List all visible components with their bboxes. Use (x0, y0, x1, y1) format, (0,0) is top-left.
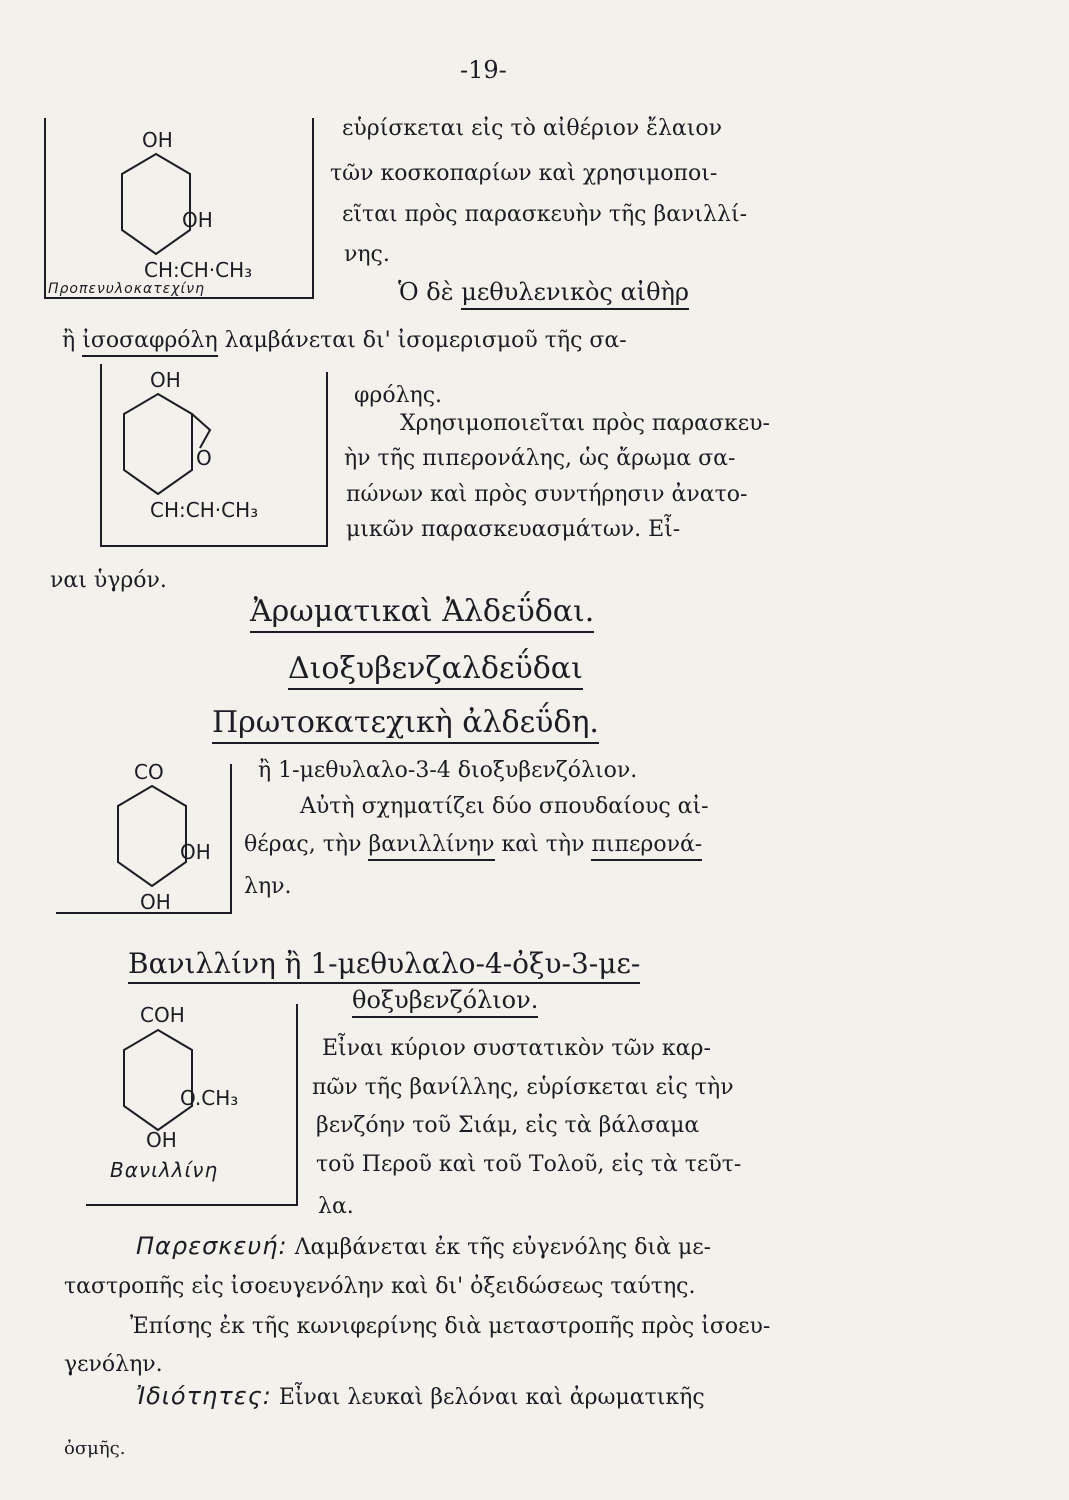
block3-line-2: Αὐτὴ σχηματίζει δύο σπουδαίους αἰ- (300, 794, 709, 819)
block1-line-3: εῖται πρὸς παρασκευὴν τῆς βανιλλί- (342, 202, 748, 227)
struct1-caption: Προπενυλοκατεχίνη (48, 281, 205, 297)
heading-vanillin-line-2-wrap (352, 988, 538, 1012)
properties-line-2: ὀσμῆς. (64, 1438, 126, 1459)
struct3-top-group: CO (134, 760, 164, 784)
struct2-box-right-rule (326, 372, 328, 546)
struct4-box-right-rule (296, 1004, 298, 1204)
block3-line3-mid: καὶ τὴν (501, 832, 585, 857)
properties-line-1 (136, 1384, 705, 1409)
block4-line-5: λα. (318, 1194, 354, 1219)
block4-line-3: βενζόην τοῦ Σιάμ, εἰς τὰ βάλσαμα (316, 1113, 700, 1138)
struct1-top-group: OH (142, 128, 173, 152)
block1-line-4: νης. (344, 242, 390, 267)
term-methylene-ether: μεθυλενικὸς αἰθὴρ (461, 278, 689, 310)
heading-vanillin-line2: θοξυβενζόλιον. (352, 986, 538, 1018)
benzene-ring-4 (118, 1026, 198, 1136)
para2-line2-rest: λαμβάνεται δι' ἰσομερισμοῦ τῆς σα- (224, 328, 627, 353)
block3-line3-prefix: θέρας, τὴν (244, 832, 362, 857)
struct2-ring-oxygen: O (196, 446, 212, 470)
heading-dioxybenzaldehydes (288, 651, 583, 686)
term-piperonal: πιπερονά- (591, 832, 702, 861)
struct-box-right-rule (312, 118, 314, 298)
benzene-ring-3 (112, 782, 192, 892)
properties-line1-text: Εἶναι λευκαὶ βελόναι καὶ ἀρωματικῆς (278, 1385, 705, 1410)
para2-line-1 (398, 280, 689, 304)
para2-line-2 (62, 330, 627, 352)
struct3-box-right-rule (230, 764, 232, 914)
heading-protocatechuic-aldehyde (212, 705, 599, 740)
block2-line-5: μικῶν παρασκευασμάτων. Εἶ- (346, 517, 681, 542)
block2-line-3: ὴν τῆς πιπερονάλης, ὡς ἄρωμα σα- (344, 446, 736, 471)
struct2-box-bottom-rule (100, 545, 328, 547)
struct-box-left-rule (44, 118, 46, 298)
struct4-top-group: COH (140, 1003, 185, 1027)
preparation-line1-text: Λαμβάνεται ἐκ τῆς εὐγενόλης διὰ με- (294, 1235, 712, 1260)
struct1-right-group: OH (182, 208, 213, 232)
block2-tail: ναι ὑγρόν. (50, 568, 167, 593)
struct2-bottom-group: CH:CH·CH₃ (150, 498, 259, 522)
struct-box-bottom-rule (44, 297, 314, 299)
preparation-line-1 (136, 1234, 711, 1259)
struct2-top-group: OH (150, 368, 181, 392)
heading-protocatechuic-aldehyde-text: Πρωτοκατεχικὴ ἀλδεΰδη. (212, 705, 599, 744)
block1-line-2: τῶν κοσκοπαρίων καὶ χρησιμοποι- (330, 161, 718, 186)
heading-dioxybenzaldehydes-text: Διοξυβενζαλδεΰδαι (288, 651, 583, 690)
term-vanillin: βανιλλίνην (368, 832, 494, 861)
block4-line-2: πῶν τῆς βανίλλης, εὑρίσκεται εἰς τὴν (312, 1075, 734, 1100)
struct4-caption: Βανιλλίνη (110, 1158, 219, 1182)
preparation-line-3: Ἐπίσης ἐκ τῆς κωνιφερίνης διὰ μεταστροπῆς πρὸς ἰσοευ- (130, 1314, 771, 1339)
heading-vanillin-line1: Βανιλλίνη ἢ 1-μεθυλαλο-4-ὀξυ-3-με- (128, 947, 640, 984)
block4-line-4: τοῦ Περοῦ καὶ τοῦ Τολοῦ, εἰς τὰ τεῦτ- (316, 1152, 742, 1177)
block2-line-4: πώνων καὶ πρὸς συντήρησιν ἀνατο- (346, 482, 748, 507)
block3-line-4: λην. (244, 874, 292, 899)
term-isosafrole: ἰσοσαφρόλη (82, 328, 217, 357)
struct3-bottom-group: OH (140, 890, 171, 914)
block2-line-1: φρόλης. (354, 383, 443, 408)
struct1-bottom-group: CH:CH·CH₃ (144, 258, 253, 282)
struct4-right-group: O.CH₃ (180, 1086, 239, 1110)
preparation-line-2: ταστροπῆς εἰς ἰσοευγενόλην καὶ δι' ὀξειδώσεως ταύτης. (64, 1274, 696, 1299)
block1-line-1: εὑρίσκεται εἰς τὸ αἰθέριον ἔλαιον (342, 116, 723, 141)
block3-line-1: ἢ 1-μεθυλαλο-3-4 διοξυβενζόλιον. (258, 758, 638, 783)
preparation-label: Παρεσκευή: (136, 1232, 288, 1260)
struct2-box-left-rule (100, 364, 102, 546)
para2-line1-prefix: Ὁ δὲ (398, 278, 454, 306)
properties-label: Ἰδιότητες: (136, 1382, 272, 1410)
preparation-line-4: γενόλην. (64, 1352, 163, 1377)
block3-line-3 (244, 834, 702, 856)
block4-line-1: Εἶναι κύριον συστατικὸν τῶν καρ- (322, 1036, 711, 1061)
block2-line-2: Χρησιμοποιεῖται πρὸς παρασκευ- (400, 411, 770, 436)
benzene-ring-1 (116, 150, 196, 260)
para2-line2-prefix: ἢ (62, 328, 76, 353)
page-number: -19- (460, 56, 507, 84)
heading-aromatic-aldehydes (250, 594, 595, 629)
heading-vanillin (128, 947, 641, 980)
benzene-ring-2 (118, 390, 228, 500)
heading-aromatic-aldehydes-text: Ἀρωματικαὶ Ἀλδεΰδαι. (250, 594, 594, 633)
struct3-right-group: OH (180, 840, 211, 864)
struct4-box-bottom-rule (86, 1204, 298, 1206)
struct4-bottom-group: OH (146, 1128, 177, 1152)
